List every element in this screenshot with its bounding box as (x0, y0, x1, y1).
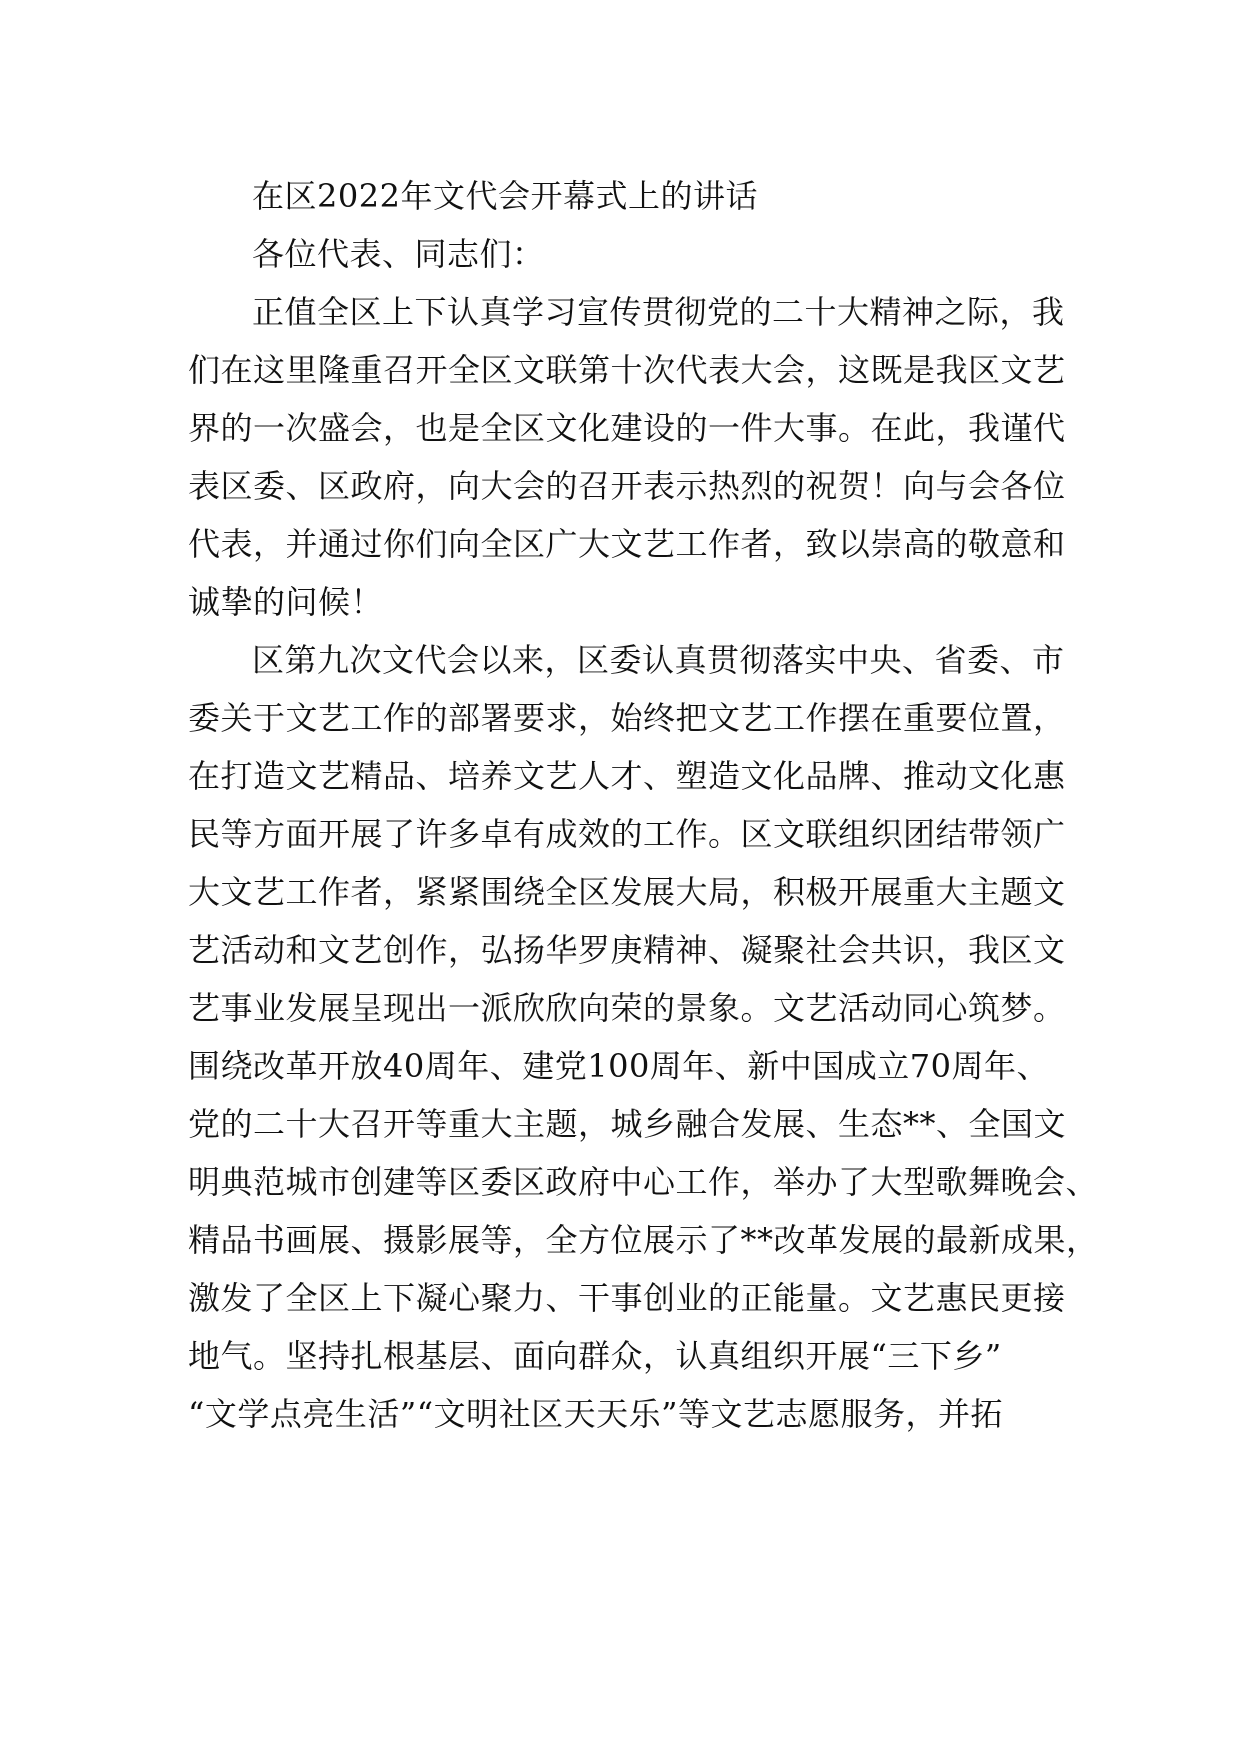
body-line-19: 地气。坚持扎根基层、面向群众，认真组织开展“三下乡” (188, 1337, 1002, 1375)
body-line-11: 大文艺工作者，紧紧围绕全区发展大局，积极开展重大主题文 (188, 873, 1066, 911)
body-line-18: 激发了全区上下凝心聚力、干事创业的正能量。文艺惠民更接 (188, 1279, 1066, 1317)
body-line-16: 明典范城市创建等区委区政府中心工作，举办了大型歌舞晚会、 (188, 1163, 1099, 1201)
body-line-15: 党的二十大召开等重大主题，城乡融合发展、生态**、全国文 (188, 1105, 1067, 1143)
body-line-17: 精品书画展、摄影展等，全方位展示了**改革发展的最新成果， (188, 1221, 1099, 1259)
body-line-14: 围绕改革开放40周年、建党100周年、新中国成立70周年、 (188, 1047, 1050, 1085)
body-line-8: 委关于文艺工作的部署要求，始终把文艺工作摆在重要位置， (188, 699, 1066, 737)
body-line-6: 诚挚的问候！ (188, 583, 384, 621)
body-line-20: “文学点亮生活”“文明社区天天乐”等文艺志愿服务，并拓 (188, 1395, 1003, 1433)
body-line-12: 艺活动和文艺创作，弘扬华罗庚精神、凝聚社会共识，我区文 (188, 931, 1066, 969)
salutation: 各位代表、同志们： (252, 235, 545, 273)
body-line-4: 表区委、区政府，向大会的召开表示热烈的祝贺！向与会各位 (188, 467, 1066, 505)
body-line-7: 区第九次文代会以来，区委认真贯彻落实中央、省委、市 (252, 641, 1065, 679)
body-line-1: 正值全区上下认真学习宣传贯彻党的二十大精神之际，我 (252, 293, 1065, 331)
body-line-5: 代表，并通过你们向全区广大文艺工作者，致以崇高的敬意和 (188, 525, 1066, 563)
body-line-9: 在打造文艺精品、培养文艺人才、塑造文化品牌、推动文化惠 (188, 757, 1066, 795)
body-line-13: 艺事业发展呈现出一派欣欣向荣的景象。文艺活动同心筑梦。 (188, 989, 1066, 1027)
document-title: 在区2022年文代会开幕式上的讲话 (252, 177, 758, 215)
body-line-10: 民等方面开展了许多卓有成效的工作。区文联组织团结带领广 (188, 815, 1066, 853)
body-line-3: 界的一次盛会，也是全区文化建设的一件大事。在此，我谨代 (188, 409, 1066, 447)
body-line-2: 们在这里隆重召开全区文联第十次代表大会，这既是我区文艺 (188, 351, 1066, 389)
